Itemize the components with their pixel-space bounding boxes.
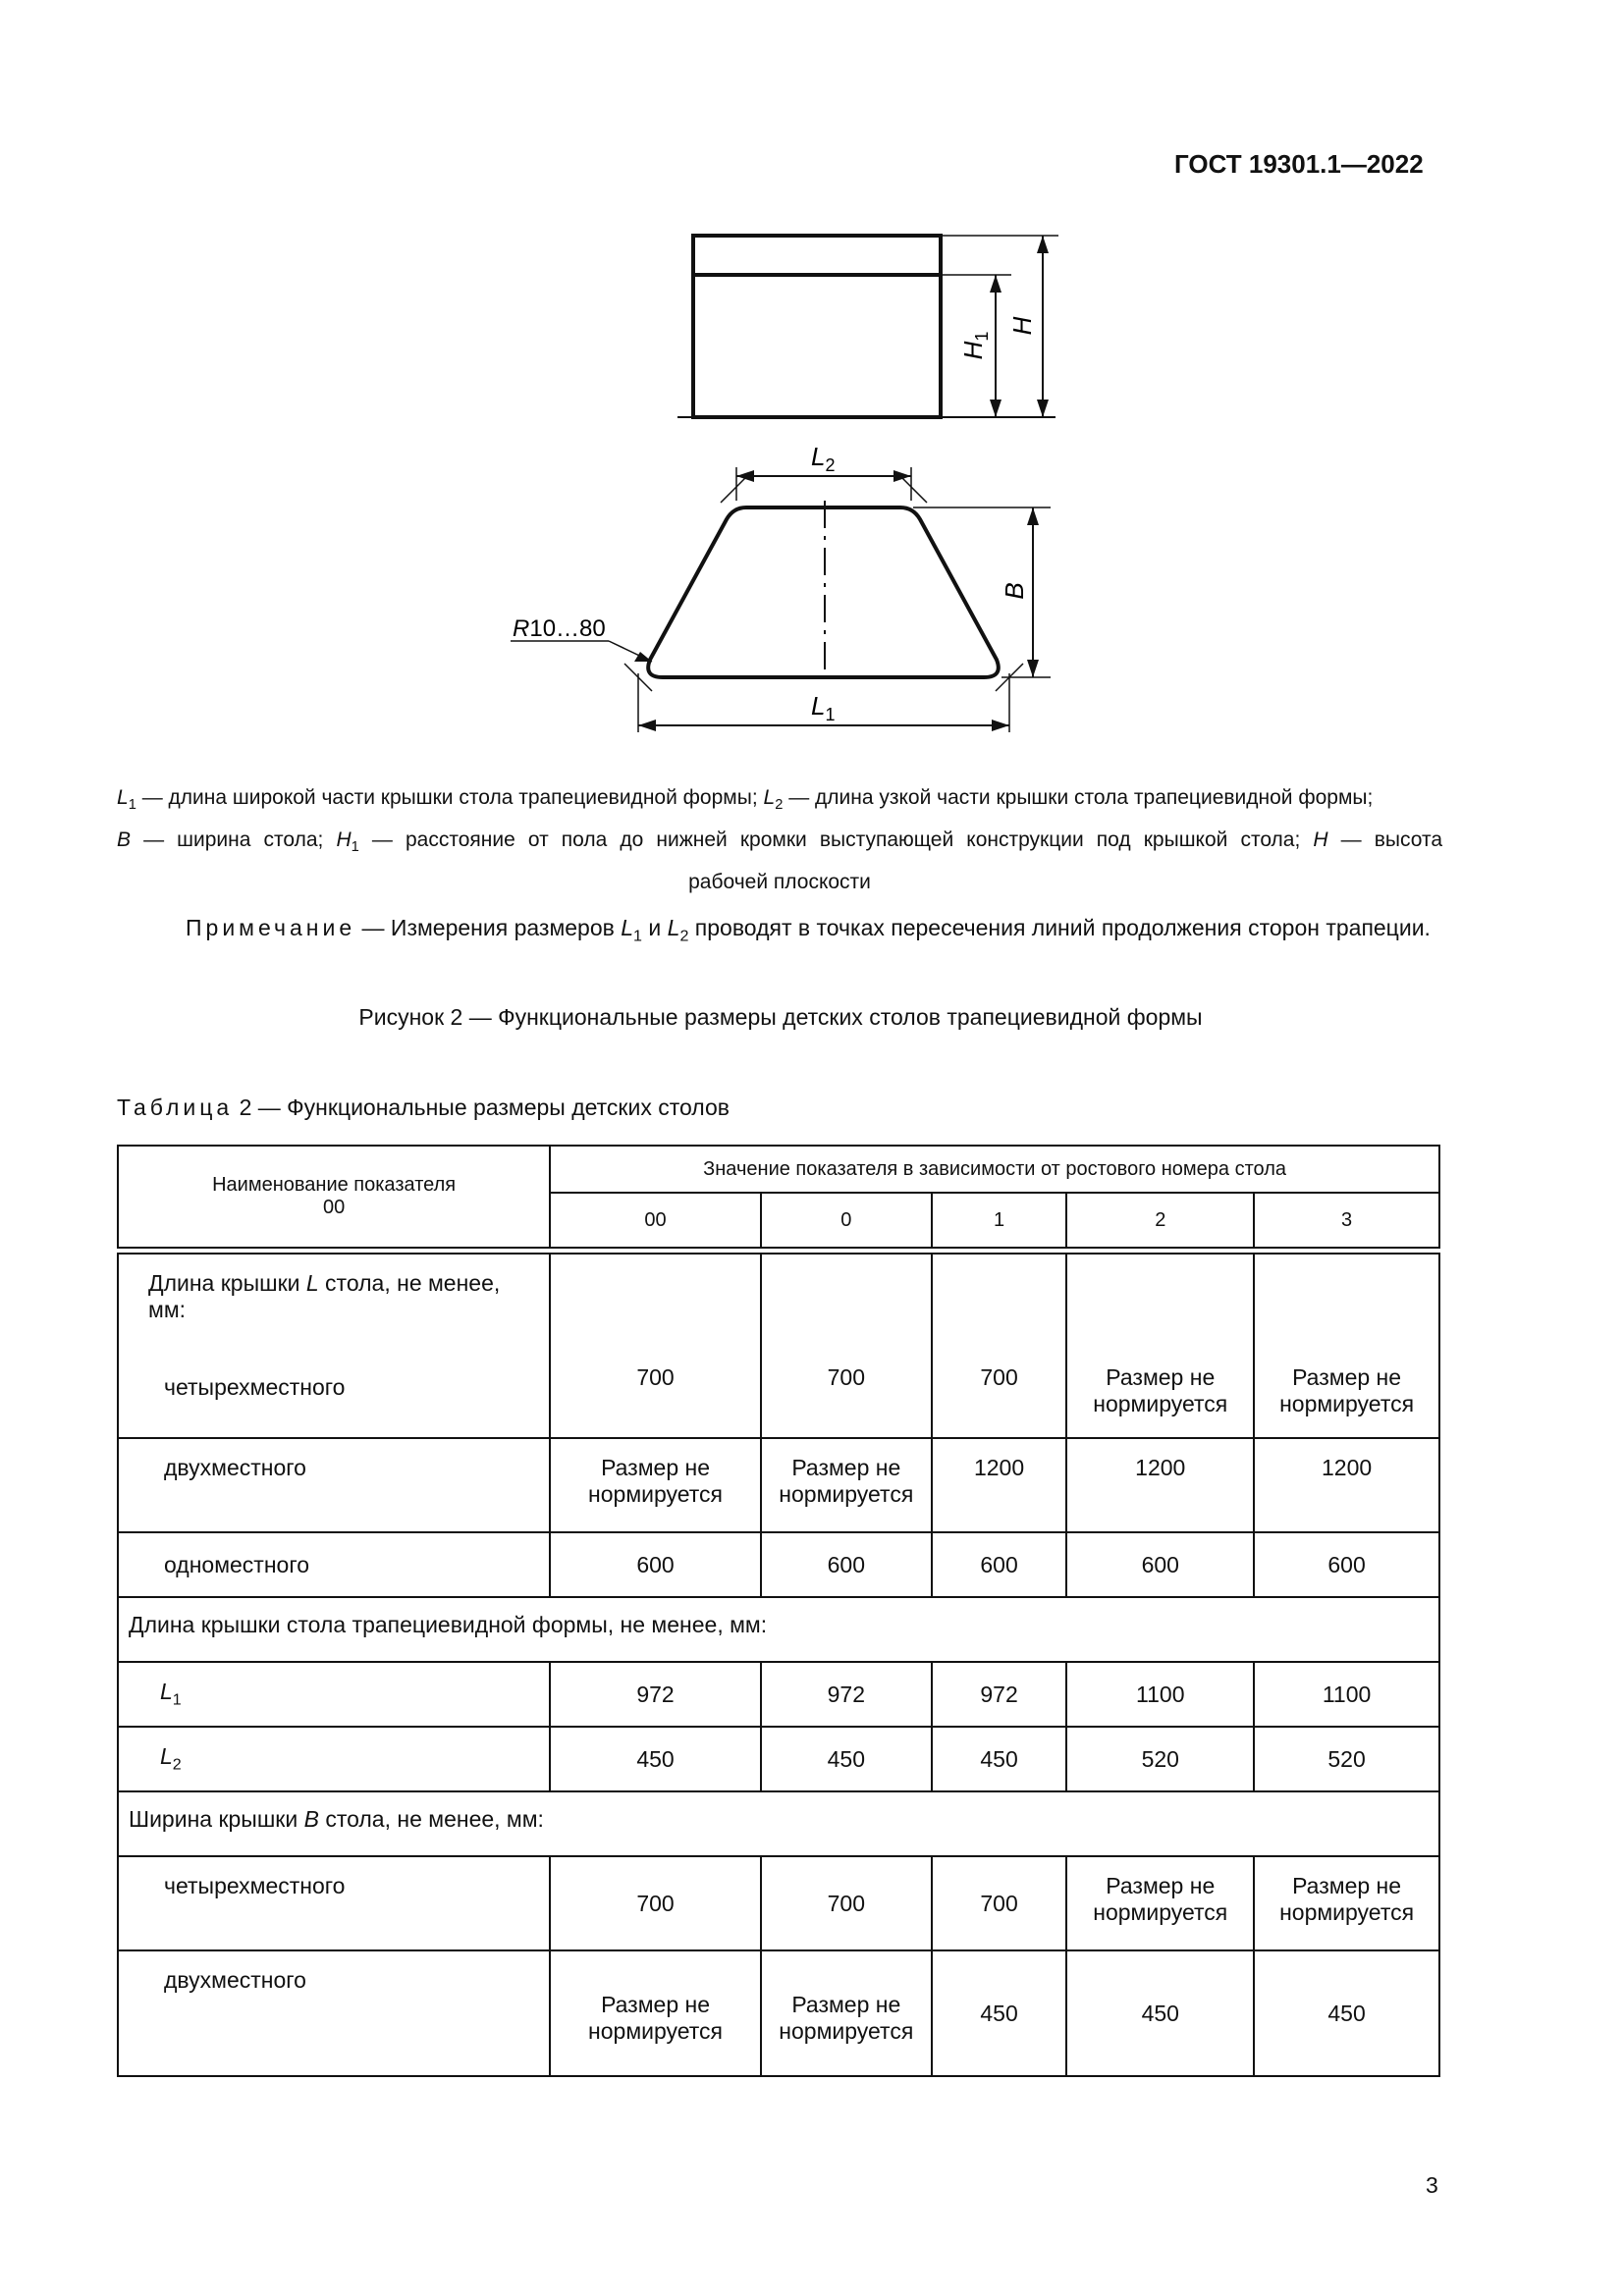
table-cell: 600 — [761, 1532, 932, 1597]
arrow-l1-right — [992, 720, 1009, 731]
row-label: двухместного — [118, 1950, 550, 2076]
legend-line-2: B — ширина стола; $H_1$ — расстояние от пола до нижней кромки выступающей конструкции под крышкой стола; H — высота — [117, 828, 1443, 856]
row-label: $L_1$ — [118, 1662, 550, 1727]
table-cell: Размер не нормируется — [550, 1950, 761, 2076]
table-cell: 450 — [1254, 1950, 1439, 2076]
table-row — [118, 1662, 1439, 1727]
table-header-row — [118, 1146, 1439, 1193]
dimensions-table — [117, 1145, 1440, 2077]
table-cell: Размер не нормируется — [550, 1438, 761, 1532]
legend-line-3: рабочей плоскости — [688, 871, 871, 894]
table-cell: 700 — [550, 1856, 761, 1950]
trapezoid-tabletop — [648, 507, 999, 677]
table-cell: Размер не нормируется — [761, 1950, 932, 2076]
table-cell: 700 — [761, 1856, 932, 1950]
figure-caption: Рисунок 2 — Функциональные размеры детских столов трапециевидной формы — [358, 1004, 1203, 1030]
column-header: 0 — [761, 1193, 932, 1248]
table-cell: 972 — [761, 1662, 932, 1727]
table-cell: 450 — [932, 1950, 1067, 2076]
label-radius: R10…80 — [513, 615, 606, 642]
table-cell: Размер не нормируется — [1066, 1254, 1254, 1438]
table-cell: 1200 — [1066, 1438, 1254, 1532]
arrow-b-bottom — [1027, 660, 1039, 677]
section-trapezoid-title: Длина крышки стола трапециевидной формы, не менее, мм: — [118, 1597, 1439, 1662]
arrow-h1-bottom — [990, 400, 1001, 417]
header-name-cell: Наименование показателя 00 — [118, 1146, 550, 1248]
table-row — [118, 1254, 1439, 1438]
arrow-h-bottom — [1037, 400, 1049, 417]
table-cell: 972 — [550, 1662, 761, 1727]
table-row — [118, 1727, 1439, 1791]
label-h1: $H_1$ — [958, 331, 992, 360]
table-dimensions-figure — [0, 0, 1624, 746]
column-header: 3 — [1254, 1193, 1439, 1248]
column-header: 1 — [932, 1193, 1067, 1248]
table-cell: 450 — [1066, 1950, 1254, 2076]
row-label: одноместного — [118, 1532, 550, 1597]
arrow-l2-left — [736, 470, 754, 482]
table-cell: 600 — [932, 1532, 1067, 1597]
table-cell: 700 — [550, 1254, 761, 1438]
arrow-b-top — [1027, 507, 1039, 525]
arrow-l1-left — [638, 720, 656, 731]
label-b: B — [1000, 582, 1029, 600]
table-cell: 520 — [1254, 1727, 1439, 1791]
table-cell: 600 — [550, 1532, 761, 1597]
table-title: Таблица 2 — Функциональные размеры детских столов — [117, 1095, 730, 1120]
legend-line-1: $L_1$ — длина широкой части крышки стола трапециевидной формы; $L_2$ — длина узкой части крышки стола трапециевидной формы; — [117, 786, 1374, 814]
table-row — [118, 1438, 1439, 1532]
table-cell: 450 — [761, 1727, 932, 1791]
column-header: 2 — [1066, 1193, 1254, 1248]
row-label: двухместного — [118, 1438, 550, 1532]
table-cell: 1100 — [1254, 1662, 1439, 1727]
note-label: Примечание — [186, 915, 356, 940]
table-cell: Размер не нормируется — [1254, 1856, 1439, 1950]
label-h: H — [1007, 316, 1037, 336]
table-cell: 700 — [932, 1254, 1067, 1438]
table-cell: Размер не нормируется — [761, 1438, 932, 1532]
header-group-cell: Значение показателя в зависимости от ростового номера стола — [550, 1146, 1439, 1193]
section-row — [118, 1597, 1439, 1662]
table-cell: 972 — [932, 1662, 1067, 1727]
table-side-view — [693, 236, 941, 417]
section-row — [118, 1791, 1439, 1856]
figure-note: Примечание — Измерения размеров $L_1$ и $L_2$ проводят в точках пересечения линий продолжения сторон трапеции. — [186, 915, 1431, 945]
table-cell: Размер не нормируется — [1254, 1254, 1439, 1438]
table-cell: 700 — [761, 1254, 932, 1438]
arrow-h1-top — [990, 275, 1001, 293]
table-row — [118, 1532, 1439, 1597]
table-cell: 520 — [1066, 1727, 1254, 1791]
section-length-cell: Длина крышки L стола, не менее, мм: четырехместного — [118, 1254, 550, 1438]
table-cell: 1200 — [1254, 1438, 1439, 1532]
table-cell: 700 — [932, 1856, 1067, 1950]
table-row — [118, 1856, 1439, 1950]
table-cell: 600 — [1066, 1532, 1254, 1597]
table-row — [118, 1950, 1439, 2076]
arrow-l2-right — [893, 470, 911, 482]
row-label: четырехместного — [118, 1856, 550, 1950]
label-l2: $L_2$ — [811, 442, 836, 475]
row-label: $L_2$ — [118, 1727, 550, 1791]
table-cell: 600 — [1254, 1532, 1439, 1597]
figure-legend — [117, 780, 1442, 900]
table-cell: Размер не нормируется — [1066, 1856, 1254, 1950]
label-l1: $L_1$ — [811, 691, 836, 724]
section-width-title: Ширина крышки B стола, не менее, мм: — [118, 1791, 1439, 1856]
standard-designation: ГОСТ 19301.1—2022 — [1174, 149, 1424, 179]
page-number: 3 — [1426, 2172, 1438, 2198]
table-cell: 450 — [550, 1727, 761, 1791]
column-header: 00 — [550, 1193, 761, 1248]
arrow-h-top — [1037, 236, 1049, 253]
table-cell: 450 — [932, 1727, 1067, 1791]
table-cell: 1100 — [1066, 1662, 1254, 1727]
table-cell: 1200 — [932, 1438, 1067, 1532]
arrow-radius — [634, 652, 652, 662]
